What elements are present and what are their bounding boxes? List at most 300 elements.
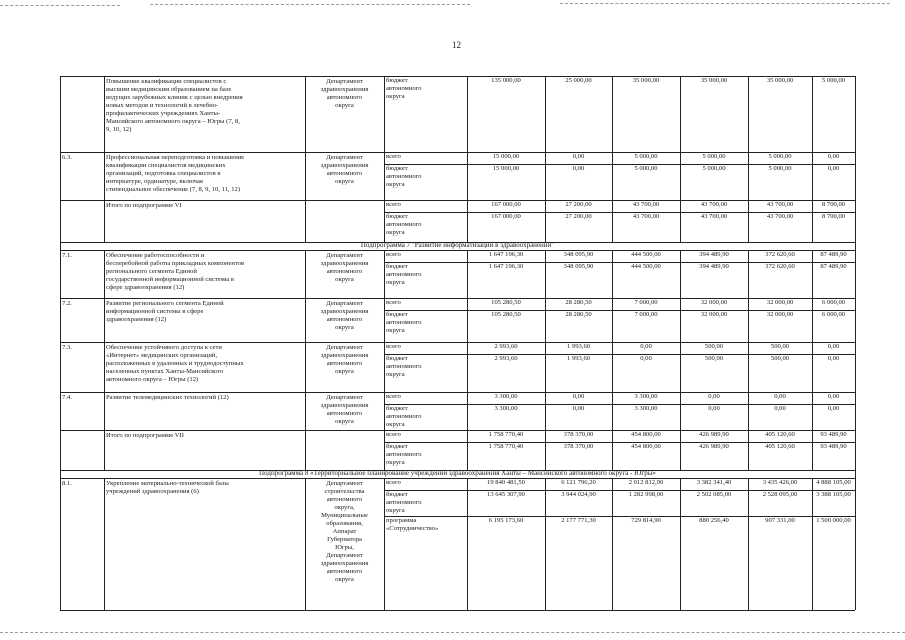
- column-rule: [855, 470, 856, 478]
- scan-mark: [0, 5, 120, 6]
- executor-line: автономного: [326, 94, 363, 101]
- column-rule: [748, 342, 749, 392]
- funding-source-line: автономного: [386, 319, 422, 326]
- amount-cell: 35 000,00: [700, 77, 728, 84]
- column-rule: [680, 298, 681, 342]
- amount-cell: 378 370,00: [563, 443, 594, 450]
- executor-line: здравоохранения: [320, 560, 369, 567]
- activity-name-line: Развитие регионального сегмента Единой: [106, 300, 224, 307]
- subprogram-8-title: Подпрограмма 8 «Территориальное планирование учреждений здравоохранения Ханты – Мансийского автономного округа - Югры»: [259, 469, 656, 477]
- funding-source-line: округа: [386, 229, 405, 236]
- funding-source-line: округа: [386, 93, 405, 100]
- column-rule: [384, 430, 385, 470]
- amount-cell: 2 177 771,30: [561, 517, 596, 524]
- amount-cell: 907 331,00: [765, 517, 795, 524]
- amount-cell: 405 120,60: [765, 431, 795, 438]
- funding-source-line: бюджет: [386, 213, 408, 220]
- executor-line: образования,: [326, 520, 363, 527]
- column-rule: [812, 76, 813, 152]
- column-rule: [545, 430, 546, 470]
- column-rule: [467, 478, 468, 610]
- amount-cell: 348 095,90: [563, 251, 594, 258]
- column-rule: [467, 342, 468, 392]
- funding-source-line: бюджет: [386, 491, 408, 498]
- column-rule: [680, 342, 681, 392]
- executor-line: Департамент: [326, 154, 363, 161]
- amount-cell: 8 700,00: [821, 201, 846, 208]
- funding-source-line: всего: [386, 153, 401, 160]
- column-rule: [855, 250, 856, 298]
- column-rule: [545, 392, 546, 430]
- executor-line: Департамент: [326, 394, 363, 401]
- amount-cell: 0,00: [774, 393, 786, 400]
- amount-cell: 444 500,00: [631, 251, 661, 258]
- funding-source-line: всего: [386, 343, 401, 350]
- activity-name-line: регионального сегмента Единой: [106, 268, 197, 275]
- column-rule: [60, 250, 61, 298]
- amount-cell: 0,00: [572, 165, 585, 172]
- activity-name-line: Укрепление материально-технической базы: [106, 480, 229, 487]
- amount-cell: 8 700,00: [821, 213, 846, 220]
- column-rule: [305, 76, 306, 152]
- column-rule: [384, 250, 385, 298]
- executor-line: Департамент: [326, 552, 363, 559]
- column-rule: [812, 392, 813, 430]
- column-rule: [545, 152, 546, 200]
- amount-cell: 426 989,90: [699, 443, 729, 450]
- funding-source-line: бюджет: [386, 311, 408, 318]
- activity-name-line: бесперебойной работы прикладных компонентов: [106, 260, 245, 267]
- amount-cell: 1 758 770,40: [488, 431, 524, 438]
- activity-name-line: Обеспечение устойчивого доступа к сети: [106, 344, 222, 351]
- amount-cell: 0,00: [827, 165, 840, 172]
- column-rule: [748, 200, 749, 242]
- column-rule: [104, 478, 105, 610]
- executor-line: автономного: [326, 410, 363, 417]
- executor-line: округа: [335, 324, 354, 331]
- executor-line: Департамент: [326, 300, 363, 307]
- funding-source-line: автономного: [386, 363, 422, 370]
- amount-cell: 0,00: [827, 355, 840, 362]
- amount-cell: 0,00: [572, 153, 585, 160]
- column-rule: [60, 430, 61, 470]
- amount-cell: 3 300,00: [634, 405, 658, 412]
- row-number: 7.2.: [62, 300, 72, 307]
- amount-cell: 87 489,90: [820, 263, 847, 270]
- column-rule: [612, 200, 613, 242]
- funding-source-line: автономного: [386, 221, 422, 228]
- activity-name-line: здравоохранения (12): [106, 316, 167, 323]
- amount-cell: 0,00: [827, 405, 840, 412]
- funding-source-line: бюджет: [386, 263, 408, 270]
- amount-cell: 43 700,00: [700, 213, 728, 220]
- amount-cell: 6 195 173,60: [488, 517, 524, 524]
- executor-line: округа,: [334, 504, 355, 511]
- column-rule: [384, 342, 385, 392]
- amount-cell: 0,00: [572, 393, 585, 400]
- amount-cell: 0,00: [827, 393, 840, 400]
- column-rule: [855, 152, 856, 200]
- amount-cell: 27 200,00: [565, 213, 592, 220]
- column-rule: [680, 430, 681, 470]
- amount-cell: 167 000,00: [491, 201, 521, 208]
- scan-mark: [0, 632, 905, 633]
- column-rule: [60, 342, 61, 392]
- amount-cell: 7 000,00: [634, 299, 658, 306]
- funding-source-line: округа: [386, 459, 405, 466]
- column-rule: [545, 200, 546, 242]
- amount-cell: 135 000,00: [491, 77, 521, 84]
- activity-name-line: профилактических учреждениях Ханты-: [106, 110, 221, 117]
- scan-mark: [150, 4, 470, 5]
- amount-cell: 3 435 426,00: [762, 479, 798, 486]
- column-rule: [680, 152, 681, 200]
- column-rule: [855, 430, 856, 470]
- column-rule: [612, 342, 613, 392]
- funding-source-line: округа: [386, 181, 405, 188]
- amount-cell: 405 120,60: [765, 443, 795, 450]
- column-rule: [60, 478, 61, 610]
- amount-cell: 0,00: [708, 405, 720, 412]
- amount-cell: 444 500,00: [631, 263, 661, 270]
- amount-cell: 394 489,90: [699, 251, 729, 258]
- amount-cell: 32 000,00: [700, 299, 728, 306]
- column-rule: [612, 152, 613, 200]
- column-rule: [748, 392, 749, 430]
- column-rule: [812, 298, 813, 342]
- activity-name-line: Итого по подпрограмме VI: [106, 202, 182, 209]
- column-rule: [612, 76, 613, 152]
- amount-cell: 43 700,00: [766, 213, 794, 220]
- activity-name-line: высшим медицинским образованием на базе: [106, 86, 232, 93]
- funding-source-line: бюджет: [386, 165, 408, 172]
- column-rule: [545, 76, 546, 152]
- amount-cell: 19 840 481,50: [487, 479, 525, 486]
- activity-name-line: населенных пунктах Ханты-Мансийского: [106, 368, 224, 375]
- funding-source-line: округа: [386, 327, 405, 334]
- funding-source-line: бюджет: [386, 443, 408, 450]
- column-rule: [384, 478, 385, 610]
- column-rule: [812, 342, 813, 392]
- executor-line: Аппарат: [332, 528, 357, 535]
- funding-source-line: программа: [386, 517, 417, 524]
- amount-cell: 3 300,00: [494, 393, 518, 400]
- amount-cell: 0,00: [640, 343, 652, 350]
- column-rule: [305, 298, 306, 342]
- amount-cell: 372 620,60: [765, 263, 795, 270]
- column-rule: [612, 298, 613, 342]
- amount-cell: 3 300,00: [494, 405, 518, 412]
- executor-line: автономного: [326, 568, 363, 575]
- activity-name-line: Повышение квалификации специалистов с: [106, 78, 227, 85]
- amount-cell: 87 489,90: [820, 251, 847, 258]
- amount-cell: 28 280,50: [565, 299, 592, 306]
- column-rule: [855, 478, 856, 610]
- amount-cell: 0,00: [572, 405, 585, 412]
- activity-name-line: сфере здравоохранения (12): [106, 284, 185, 291]
- column-rule: [467, 76, 468, 152]
- column-rule: [60, 152, 61, 200]
- amount-cell: 5 000,00: [768, 153, 792, 160]
- executor-line: Департамент: [326, 344, 363, 351]
- column-rule: [467, 298, 468, 342]
- activity-name-line: 9, 10, 12): [106, 126, 132, 133]
- funding-source-line: автономного: [386, 85, 422, 92]
- funding-source-line: всего: [386, 393, 401, 400]
- amount-cell: 394 489,90: [699, 263, 729, 270]
- executor-line: округа: [335, 178, 354, 185]
- amount-cell: 0,00: [640, 355, 652, 362]
- activity-name-line: интернатуре, ординатуре, включая: [106, 178, 203, 185]
- row-number: 7.4.: [62, 394, 72, 401]
- column-rule: [855, 392, 856, 430]
- amount-cell: 5 000,00: [768, 165, 792, 172]
- funding-source-line: автономного: [386, 271, 422, 278]
- column-rule: [104, 152, 105, 200]
- amount-cell: 1 500 000,00: [816, 517, 851, 524]
- amount-cell: 729 814,90: [631, 517, 661, 524]
- column-rule: [812, 430, 813, 470]
- column-rule: [104, 298, 105, 342]
- column-rule: [612, 250, 613, 298]
- column-rule: [812, 152, 813, 200]
- amount-cell: 1 647 196,30: [488, 263, 524, 270]
- funding-source-line: автономного: [386, 413, 422, 420]
- amount-cell: 25 000,00: [565, 77, 592, 84]
- activity-name-line: Мансийского автономного округа – Югры (7, 8,: [106, 118, 240, 125]
- column-rule: [104, 200, 105, 242]
- activity-name-line: государственной информационной системы в: [106, 276, 234, 283]
- column-rule: [104, 342, 105, 392]
- column-rule: [748, 478, 749, 610]
- column-rule: [305, 430, 306, 470]
- executor-line: Департамент: [326, 252, 363, 259]
- column-rule: [680, 392, 681, 430]
- amount-cell: 500,00: [704, 355, 724, 362]
- amount-cell: 6 000,00: [821, 311, 846, 318]
- amount-cell: 3 388 105,00: [816, 491, 851, 498]
- executor-line: строительства: [324, 488, 365, 495]
- column-rule: [467, 250, 468, 298]
- column-rule: [748, 152, 749, 200]
- executor-line: здравоохранения: [320, 86, 369, 93]
- funding-source-line: всего: [386, 201, 401, 208]
- executor-line: округа: [335, 418, 354, 425]
- amount-cell: 35 000,00: [766, 77, 794, 84]
- funding-source-line: всего: [386, 431, 401, 438]
- activity-name-line: ведущих зарубежных клиник с целью внедрения: [106, 94, 243, 101]
- column-rule: [545, 250, 546, 298]
- column-rule: [855, 200, 856, 242]
- activity-name-line: расположенных в удаленных и труднодоступных: [106, 360, 244, 367]
- activity-name-line: организаций, подготовка специалистов в: [106, 170, 221, 177]
- activity-name-line: Профессиональная переподготовка и повышение: [106, 154, 245, 161]
- amount-cell: 0,00: [827, 343, 840, 350]
- funding-source-line: бюджет: [386, 405, 408, 412]
- column-rule: [680, 200, 681, 242]
- funding-source-line: «Сотрудничество»: [386, 525, 439, 532]
- column-rule: [60, 298, 61, 342]
- amount-cell: 500,00: [704, 343, 724, 350]
- amount-cell: 372 620,60: [765, 251, 795, 258]
- amount-cell: 105 280,50: [491, 311, 521, 318]
- amount-cell: 5 000,00: [702, 165, 726, 172]
- amount-cell: 1 993,60: [566, 355, 591, 362]
- column-rule: [305, 342, 306, 392]
- amount-cell: 5 000,00: [821, 77, 846, 84]
- amount-cell: 43 700,00: [766, 201, 794, 208]
- amount-cell: 2 993,60: [494, 343, 518, 350]
- activity-name-line: стипендиальное обеспечение (7, 8, 9, 10, 11, 12): [106, 186, 241, 193]
- amount-cell: 13 645 307,90: [487, 491, 525, 498]
- column-rule: [812, 478, 813, 610]
- executor-line: автономного: [326, 316, 363, 323]
- amount-cell: 3 300,00: [634, 393, 658, 400]
- column-rule: [680, 250, 681, 298]
- activity-name-line: информационной системы в сфере: [106, 308, 204, 315]
- table-rule: [60, 610, 855, 611]
- executor-line: округа: [335, 102, 354, 109]
- column-rule: [305, 152, 306, 200]
- subprogram-7-title: Подпрограмма 7 "Развитие информатизации в здравоохранении": [360, 241, 555, 249]
- scan-mark: [560, 3, 890, 4]
- amount-cell: 2 502 085,00: [696, 491, 732, 498]
- column-rule: [680, 76, 681, 152]
- activity-name-line: Итого по подпрограмме VII: [106, 432, 184, 439]
- amount-cell: 15 000,00: [492, 153, 520, 160]
- executor-line: Югры,: [335, 544, 354, 551]
- amount-cell: 32 000,00: [766, 311, 794, 318]
- funding-source-line: автономного: [386, 451, 422, 458]
- funding-source-line: всего: [386, 299, 401, 306]
- column-rule: [60, 200, 61, 242]
- amount-cell: 5 000,00: [634, 165, 658, 172]
- column-rule: [855, 298, 856, 342]
- column-rule: [812, 250, 813, 298]
- amount-cell: 3 944 024,90: [561, 491, 596, 498]
- executor-line: автономного: [326, 170, 363, 177]
- amount-cell: 43 700,00: [700, 201, 728, 208]
- executor-line: здравоохранения: [320, 308, 369, 315]
- column-rule: [812, 200, 813, 242]
- activity-name-line: автономного округа – Югры (12): [106, 376, 199, 383]
- activity-name-line: Обеспечение работоспособности и: [106, 252, 205, 259]
- amount-cell: 43 700,00: [632, 213, 660, 220]
- column-rule: [305, 200, 306, 242]
- amount-cell: 3 382 341,40: [696, 479, 732, 486]
- column-rule: [855, 342, 856, 392]
- row-number: 7.3.: [62, 344, 72, 351]
- amount-cell: 6 121 796,20: [561, 479, 596, 486]
- column-rule: [467, 430, 468, 470]
- funding-source-line: всего: [386, 251, 401, 258]
- amount-cell: 500,00: [770, 355, 790, 362]
- amount-cell: 348 095,90: [563, 263, 594, 270]
- amount-cell: 0,00: [827, 153, 840, 160]
- funding-source-line: автономного: [386, 173, 422, 180]
- amount-cell: 2 012 812,90: [628, 479, 664, 486]
- amount-cell: 167 000,00: [491, 213, 521, 220]
- row-number: 6.3.: [62, 154, 72, 161]
- column-rule: [104, 76, 105, 152]
- column-rule: [545, 342, 546, 392]
- funding-source-line: всего: [386, 479, 401, 486]
- funding-source-line: округа: [386, 507, 405, 514]
- amount-cell: 93 489,90: [820, 431, 847, 438]
- amount-cell: 0,00: [774, 405, 786, 412]
- amount-cell: 28 280,50: [565, 311, 592, 318]
- amount-cell: 1 647 196,30: [488, 251, 524, 258]
- executor-line: округа: [335, 576, 354, 583]
- column-rule: [748, 250, 749, 298]
- activity-name-line: учреждений здравоохранения (6): [106, 488, 199, 495]
- column-rule: [467, 152, 468, 200]
- funding-source-line: округа: [386, 421, 405, 428]
- amount-cell: 105 280,50: [491, 299, 521, 306]
- executor-line: Департамент: [326, 78, 363, 85]
- row-number: 7.1.: [62, 252, 72, 259]
- executor-line: автономного: [326, 268, 363, 275]
- amount-cell: 6 000,00: [821, 299, 846, 306]
- funding-source-line: бюджет: [386, 77, 408, 84]
- column-rule: [748, 298, 749, 342]
- row-number: 8.1.: [62, 480, 72, 487]
- executor-line: здравоохранения: [320, 260, 369, 267]
- amount-cell: 454 800,00: [631, 431, 661, 438]
- amount-cell: 32 000,00: [766, 299, 794, 306]
- column-rule: [104, 430, 105, 470]
- amount-cell: 0,00: [708, 393, 720, 400]
- amount-cell: 2 993,60: [494, 355, 518, 362]
- amount-cell: 1 758 770,40: [488, 443, 524, 450]
- amount-cell: 454 800,00: [631, 443, 661, 450]
- executor-line: здравоохранения: [320, 352, 369, 359]
- column-rule: [104, 392, 105, 430]
- amount-cell: 500,00: [770, 343, 790, 350]
- column-rule: [545, 478, 546, 610]
- activity-name-line: Развитие телемедицинских технологий (12): [106, 394, 229, 401]
- column-rule: [467, 392, 468, 430]
- amount-cell: 35 000,00: [632, 77, 660, 84]
- column-rule: [384, 76, 385, 152]
- column-rule: [305, 478, 306, 610]
- column-rule: [680, 478, 681, 610]
- column-rule: [305, 392, 306, 430]
- column-rule: [384, 298, 385, 342]
- amount-cell: 1 282 998,00: [628, 491, 664, 498]
- amount-cell: 7 000,00: [634, 311, 658, 318]
- executor-line: округа: [335, 276, 354, 283]
- funding-source-line: округа: [386, 371, 405, 378]
- amount-cell: 426 989,90: [699, 431, 729, 438]
- amount-cell: 2 528 095,00: [762, 491, 798, 498]
- executor-line: автономного: [326, 496, 363, 503]
- amount-cell: 880 256,40: [699, 517, 729, 524]
- funding-source-line: автономного: [386, 499, 422, 506]
- executor-line: здравоохранения: [320, 162, 369, 169]
- column-rule: [384, 152, 385, 200]
- column-rule: [467, 200, 468, 242]
- executor-line: Департамент: [326, 480, 363, 487]
- column-rule: [612, 478, 613, 610]
- executor-line: автономного: [326, 360, 363, 367]
- amount-cell: 4 888 105,00: [816, 479, 851, 486]
- executor-line: Губернатора: [327, 536, 362, 543]
- amount-cell: 1 993,60: [566, 343, 591, 350]
- amount-cell: 27 200,00: [565, 201, 592, 208]
- column-rule: [545, 298, 546, 342]
- column-rule: [748, 76, 749, 152]
